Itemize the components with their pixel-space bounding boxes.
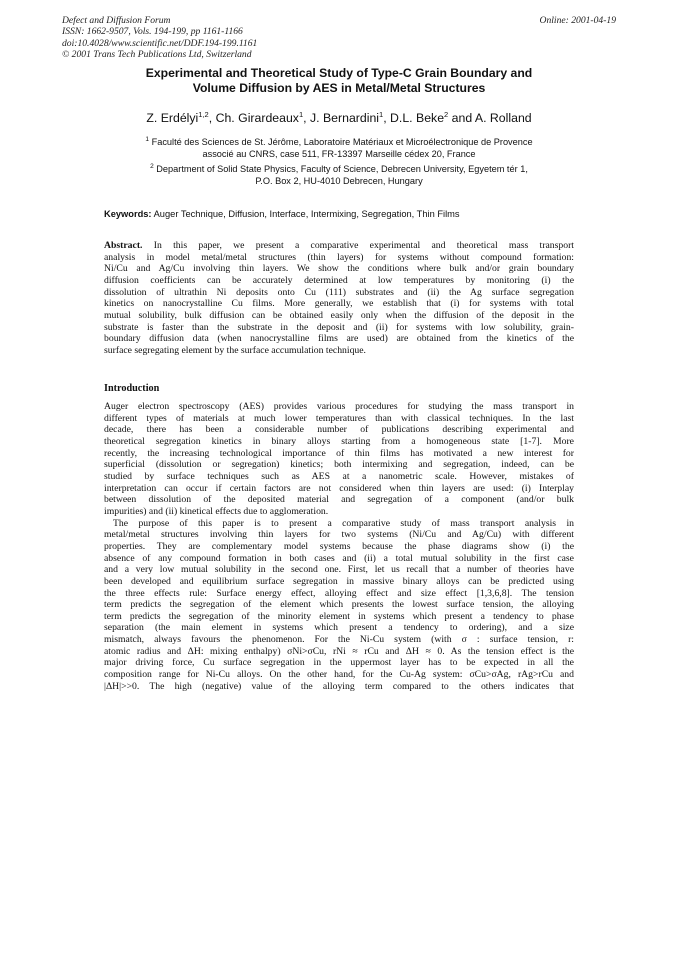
abstract-line: surface segregating element by the surface accumulation technique. [104,344,366,356]
affiliation-1 [80,137,598,160]
author-name: Z. Erdélyi [146,111,199,125]
affiliation-mark: 1 [145,135,150,143]
author-affiliation-mark: 1 [298,109,304,119]
body-line: atomic radius and ΔH: mixing enthalpy) σNi>σCu, rNi ≈ rCu and ΔH ≈ 0. As the tension effect is the [104,645,574,657]
body-line: |ΔH|>>0. The high (negative) value of the alloying term compared to the others indicates that [104,680,574,692]
body-line: decade, there has been a considerable number of publications describing experimental and [104,424,574,436]
affiliation-line: associé au CNRS, case 511, FR-13397 Marseille cédex 20, France [202,148,476,159]
author-separator: , [383,111,391,125]
journal-doi[interactable]: doi:10.4028/www.scientific.net/DDF.194-199.1161 [62,37,258,49]
abstract [104,240,574,357]
body-line: superficial (dissolution or segregation) kinetics; both intermixing and segregation, indeed, can be [104,459,574,471]
abstract-line: boundary diffusion data (when nanocrystalline films are used) are obtained from the kinetics of the [104,333,574,345]
body-line: mismatch, always favours the phenomenon. For the Ni-Cu system (with σ : surface tension, r: [104,634,574,646]
body-line: separation (the main element in systems which present a tendency to ordering), and a size [104,622,574,634]
body-line: term predicts the segregation of the minority element in systems which present a tendency to phase [104,610,574,622]
body-line: and a very low mutual solubility in the second one. First, let us recall that a number of theories have [104,564,574,576]
author-separator: , [303,111,310,125]
author-name: J. Bernardini [309,111,380,125]
author-name: A. Rolland [474,111,532,125]
body-line: interpretation can occur if certain factors are not considered when thin layers are used: (i) Interplay [104,482,574,494]
affiliation-line: Department of Solid State Physics, Faculty of Science, Debrecen University, Egyetem tér 1, [156,164,528,174]
body-line: theoretical segregation kinetics in binary alloys starting from a homogeneous state [1-7]. More [104,435,574,447]
paper-title-line-1: Experimental and Theoretical Study of Type-C Grain Boundary and [145,66,533,80]
affiliation-line: Faculté des Sciences de St. Jérôme, Laboratoire Matériaux et Microélectronique de Provence [151,137,533,147]
body-line: the three effects rule: Surface energy effect, alloying effect and size effect [1,3,6,8]. The tension [104,587,574,599]
author-affiliation-mark: 2 [444,109,449,119]
online-date: Online: 2001-04-19 [539,15,616,26]
abstract-line: analysis in model metal/metal structures (thin layers) for systems without compound formation: [104,251,574,263]
introduction-body [104,401,574,692]
author-list [60,111,618,126]
author-separator: and [448,111,475,125]
abstract-line: Ni/Cu and Ag/Cu involving thin layers. We show the conditions where bulk and/or grain boundary [104,263,574,275]
author-name: D.L. Beke [390,111,445,125]
body-line: absence of any compound formation in both cases and (ii) a total mutual solubility in the first case [104,552,574,564]
paper-title-line-2: Volume Diffusion by AES in Metal/Metal Structures [192,81,486,95]
body-line: between dissolution of the deposited material and segregation of a component (and/or bulk [104,494,574,506]
keywords-text: Auger Technique, Diffusion, Interface, Intermixing, Segregation, Thin Films [151,209,460,219]
body-line: metal/metal structures involving thin layers for two systems (Ni/Cu and Ag/Cu) with different [104,529,574,541]
author-affiliation-mark: 1,2 [198,109,209,119]
affiliation-mark: 2 [150,162,154,170]
abstract-line: diffusion coefficients can be accurately determined at low temperatures by monitoring (i) the [104,274,574,286]
body-line: term predicts the segregation of the element which presents the lowest surface tension, the alloying [104,599,574,611]
abstract-line: In this paper, we present a comparative experimental and theoretical mass transport [142,240,574,251]
affiliation-2 [80,164,598,187]
journal-header [62,15,382,61]
body-line: composition range for Ni-Cu alloys. On the other hand, for the Cu-Ag system: σCu>σAg, rAg>rCu and [104,669,574,681]
journal-name: Defect and Diffusion Forum [62,15,171,26]
body-line: major driving force, Cu surface segregation in the uppermost layer has to be expected in all the [104,657,574,669]
body-line: impurities) and (ii) kinetical effects due to agglomeration. [104,505,329,517]
paper-title [60,66,618,96]
author-affiliation-mark: 1 [379,109,384,119]
section-heading-introduction: Introduction [104,383,160,394]
body-line: properties. They are complementary model systems because the phase diagrams show (i) the [104,540,574,552]
affiliation-line: P.O. Box 2, HU-4010 Debrecen, Hungary [255,175,423,186]
body-line: The purpose of this paper is to present a comparative study of mass transport analysis in [113,517,574,529]
body-line: Auger electron spectroscopy (AES) provides various procedures for studying the mass transport in [104,401,574,412]
abstract-line: substrate is faster than the substrate in the deposit and (ii) for systems with low solubility, grain- [104,321,574,333]
abstract-label: Abstract. [104,240,143,251]
abstract-line: mutual solubility, bulk diffusion can be obtained easily only when the diffusion of the deposit in the [104,309,574,321]
body-line: recently, the increasing technological importance of thin films has motivated a new interest for [104,447,574,459]
abstract-line: kinetics on nanocrystalline Cu films. More generally, we establish that (i) for systems with total [104,298,574,310]
body-line: been developed and equilibrium surface segregation in massive binary alloys can be predicted using [104,575,574,587]
body-line: different types of materials at much lower temperatures than with classical techniques. In the last [104,412,574,424]
author-name: Ch. Girardeaux [215,111,299,125]
journal-issn: ISSN: 1662-9507, Vols. 194-199, pp 1161-1166 [62,26,243,38]
journal-copyright: © 2001 Trans Tech Publications Ltd, Switzerland [62,49,252,61]
keywords [104,208,594,220]
abstract-line: dissolution of ultrathin Ni deposits onto Cu (111) substrates and (ii) the Ag surface segregation [104,286,574,298]
author-separator: , [208,111,216,125]
body-line: studied by surface techniques such as AES at a nanometric scale. However, mistakes of [104,470,574,482]
keywords-label: Keywords: [104,209,152,219]
